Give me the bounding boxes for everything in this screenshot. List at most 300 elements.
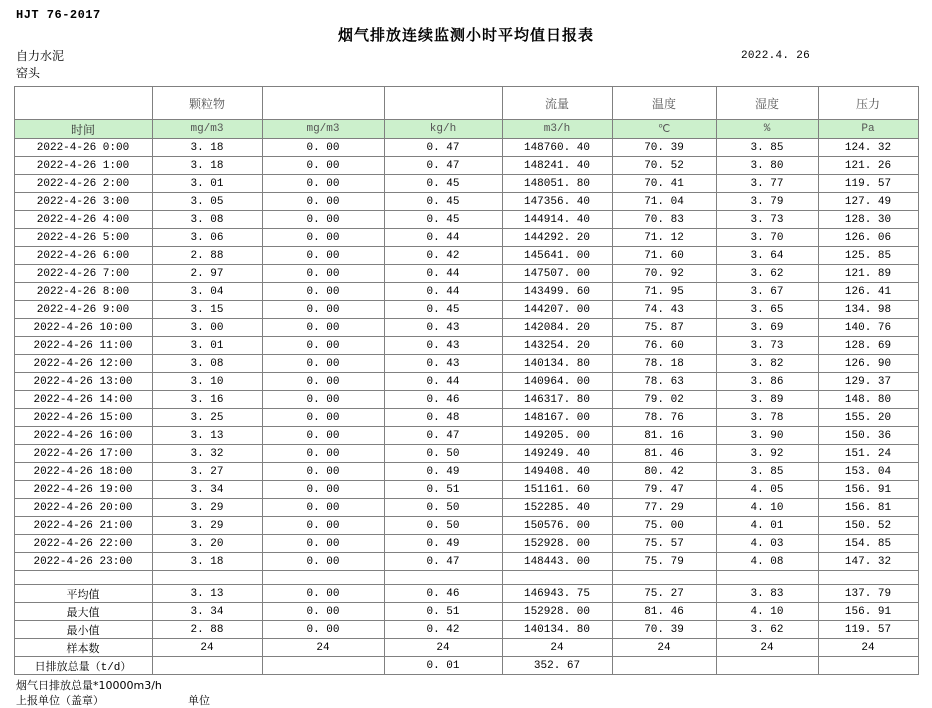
unit-cell-3: kg/h xyxy=(384,120,502,139)
summary-row-sample-count xyxy=(14,639,918,657)
table-row xyxy=(14,139,918,157)
header-cell-2 xyxy=(262,87,384,120)
cell-pressure: 121. 89 xyxy=(818,265,918,283)
cell-pm-conc2: 0. 00 xyxy=(262,247,384,265)
summary-label: 样本数 xyxy=(14,639,152,657)
table-row xyxy=(14,499,918,517)
cell-pm-conc: 3. 25 xyxy=(152,409,262,427)
cell-humidity: 3. 64 xyxy=(716,247,818,265)
cell-humidity: 3. 65 xyxy=(716,301,818,319)
cell-flow: 143254. 20 xyxy=(502,337,612,355)
summary-pm-rate: 0. 51 xyxy=(384,603,502,621)
cell-flow: 149408. 40 xyxy=(502,463,612,481)
spacer-cell xyxy=(502,571,612,585)
cell-pm-rate: 0. 43 xyxy=(384,355,502,373)
cell-time: 2022-4-26 9:00 xyxy=(14,301,152,319)
company-name: 自力水泥 xyxy=(16,49,65,63)
unit-cell-1: mg/m3 xyxy=(152,120,262,139)
cell-pm-conc2: 0. 00 xyxy=(262,535,384,553)
cell-time: 2022-4-26 0:00 xyxy=(14,139,152,157)
table-row xyxy=(14,391,918,409)
footer-note-total: 烟气日排放总量*10000m3/h xyxy=(16,679,162,692)
cell-pm-conc2: 0. 00 xyxy=(262,355,384,373)
cell-pm-rate: 0. 48 xyxy=(384,409,502,427)
cell-pm-conc: 3. 08 xyxy=(152,211,262,229)
cell-pm-rate: 0. 47 xyxy=(384,553,502,571)
cell-pm-conc: 3. 32 xyxy=(152,445,262,463)
cell-pressure: 140. 76 xyxy=(818,319,918,337)
cell-pressure: 156. 81 xyxy=(818,499,918,517)
summary-humidity xyxy=(716,657,818,675)
cell-humidity: 3. 82 xyxy=(716,355,818,373)
cell-pressure: 148. 80 xyxy=(818,391,918,409)
cell-temp: 70. 92 xyxy=(612,265,716,283)
cell-pm-conc2: 0. 00 xyxy=(262,175,384,193)
cell-pm-conc: 3. 16 xyxy=(152,391,262,409)
cell-time: 2022-4-26 11:00 xyxy=(14,337,152,355)
cell-pm-rate: 0. 45 xyxy=(384,211,502,229)
standard-code: HJT 76-2017 xyxy=(16,8,101,22)
unit-cell-5: ℃ xyxy=(612,120,716,139)
summary-pm-conc xyxy=(152,657,262,675)
summary-pressure: 137. 79 xyxy=(818,585,918,603)
cell-pm-conc2: 0. 00 xyxy=(262,463,384,481)
summary-pm-conc2: 24 xyxy=(262,639,384,657)
table-row xyxy=(14,409,918,427)
cell-temp: 78. 18 xyxy=(612,355,716,373)
cell-pressure: 147. 32 xyxy=(818,553,918,571)
cell-pm-conc: 2. 88 xyxy=(152,247,262,265)
cell-temp: 75. 79 xyxy=(612,553,716,571)
cell-time: 2022-4-26 13:00 xyxy=(14,373,152,391)
cell-pm-conc2: 0. 00 xyxy=(262,211,384,229)
header-cell-4: 流量 xyxy=(502,87,612,120)
summary-pm-rate: 0. 42 xyxy=(384,621,502,639)
cell-temp: 75. 87 xyxy=(612,319,716,337)
cell-humidity: 3. 70 xyxy=(716,229,818,247)
table-row xyxy=(14,193,918,211)
summary-row-daily-total xyxy=(14,657,918,675)
cell-time: 2022-4-26 2:00 xyxy=(14,175,152,193)
table-row xyxy=(14,319,918,337)
unit-cell-time: 时间 xyxy=(14,120,152,139)
cell-flow: 148051. 80 xyxy=(502,175,612,193)
table-row xyxy=(14,535,918,553)
cell-time: 2022-4-26 4:00 xyxy=(14,211,152,229)
cell-pressure: 134. 98 xyxy=(818,301,918,319)
summary-pressure: 24 xyxy=(818,639,918,657)
summary-flow: 24 xyxy=(502,639,612,657)
cell-humidity: 3. 86 xyxy=(716,373,818,391)
cell-time: 2022-4-26 16:00 xyxy=(14,427,152,445)
table-row xyxy=(14,427,918,445)
cell-temp: 79. 02 xyxy=(612,391,716,409)
cell-pm-conc: 3. 27 xyxy=(152,463,262,481)
cell-humidity: 3. 85 xyxy=(716,463,818,481)
cell-humidity: 3. 62 xyxy=(716,265,818,283)
cell-pm-rate: 0. 51 xyxy=(384,481,502,499)
table-row xyxy=(14,553,918,571)
cell-humidity: 3. 79 xyxy=(716,193,818,211)
cell-pm-conc2: 0. 00 xyxy=(262,481,384,499)
cell-pm-conc2: 0. 00 xyxy=(262,283,384,301)
report-date: 2022.4. 26 xyxy=(740,50,810,62)
summary-pressure xyxy=(818,657,918,675)
header-cell-3 xyxy=(384,87,502,120)
cell-flow: 148241. 40 xyxy=(502,157,612,175)
cell-temp: 71. 04 xyxy=(612,193,716,211)
cell-pressure: 151. 24 xyxy=(818,445,918,463)
summary-label: 平均值 xyxy=(14,585,152,603)
cell-humidity: 4. 05 xyxy=(716,481,818,499)
cell-pm-rate: 0. 45 xyxy=(384,193,502,211)
summary-pm-conc: 2. 88 xyxy=(152,621,262,639)
cell-pm-conc2: 0. 00 xyxy=(262,391,384,409)
summary-flow: 140134. 80 xyxy=(502,621,612,639)
summary-flow: 146943. 75 xyxy=(502,585,612,603)
header-cell-0 xyxy=(14,87,152,120)
summary-temp xyxy=(612,657,716,675)
summary-temp: 81. 46 xyxy=(612,603,716,621)
spacer-cell xyxy=(818,571,918,585)
cell-time: 2022-4-26 23:00 xyxy=(14,553,152,571)
cell-pm-conc2: 0. 00 xyxy=(262,445,384,463)
cell-pm-conc: 3. 06 xyxy=(152,229,262,247)
cell-pm-conc: 3. 00 xyxy=(152,319,262,337)
cell-pm-rate: 0. 43 xyxy=(384,337,502,355)
summary-temp: 70. 39 xyxy=(612,621,716,639)
summary-temp: 75. 27 xyxy=(612,585,716,603)
summary-pm-rate: 0. 46 xyxy=(384,585,502,603)
cell-pressure: 129. 37 xyxy=(818,373,918,391)
cell-flow: 151161. 60 xyxy=(502,481,612,499)
summary-pm-rate: 0. 01 xyxy=(384,657,502,675)
table-row xyxy=(14,301,918,319)
cell-temp: 75. 00 xyxy=(612,517,716,535)
cell-temp: 79. 47 xyxy=(612,481,716,499)
table-row xyxy=(14,157,918,175)
cell-pressure: 121. 26 xyxy=(818,157,918,175)
cell-pressure: 156. 91 xyxy=(818,481,918,499)
meta-row xyxy=(12,48,920,86)
cell-temp: 75. 57 xyxy=(612,535,716,553)
cell-pm-conc: 3. 08 xyxy=(152,355,262,373)
summary-pm-conc: 3. 13 xyxy=(152,585,262,603)
cell-flow: 150576. 00 xyxy=(502,517,612,535)
unit-cell-2: mg/m3 xyxy=(262,120,384,139)
summary-pressure: 119. 57 xyxy=(818,621,918,639)
summary-row-min xyxy=(14,621,918,639)
cell-time: 2022-4-26 10:00 xyxy=(14,319,152,337)
summary-pm-conc2 xyxy=(262,657,384,675)
table-row xyxy=(14,355,918,373)
cell-humidity: 4. 08 xyxy=(716,553,818,571)
cell-pm-conc: 3. 01 xyxy=(152,337,262,355)
summary-row-average xyxy=(14,585,918,603)
summary-temp: 24 xyxy=(612,639,716,657)
unit-cell-4: m3/h xyxy=(502,120,612,139)
cell-pm-conc: 3. 34 xyxy=(152,481,262,499)
cell-pm-conc: 3. 13 xyxy=(152,427,262,445)
table-header-row xyxy=(14,87,918,120)
summary-pm-conc: 24 xyxy=(152,639,262,657)
cell-pm-conc: 3. 10 xyxy=(152,373,262,391)
cell-flow: 140964. 00 xyxy=(502,373,612,391)
spacer-cell xyxy=(152,571,262,585)
spacer-cell xyxy=(262,571,384,585)
cell-pm-conc: 3. 01 xyxy=(152,175,262,193)
cell-pm-rate: 0. 42 xyxy=(384,247,502,265)
cell-time: 2022-4-26 5:00 xyxy=(14,229,152,247)
cell-humidity: 3. 77 xyxy=(716,175,818,193)
cell-humidity: 3. 80 xyxy=(716,157,818,175)
table-row xyxy=(14,265,918,283)
summary-flow: 352. 67 xyxy=(502,657,612,675)
cell-pm-rate: 0. 47 xyxy=(384,139,502,157)
table-row xyxy=(14,481,918,499)
cell-pressure: 153. 04 xyxy=(818,463,918,481)
cell-temp: 70. 52 xyxy=(612,157,716,175)
cell-flow: 148760. 40 xyxy=(502,139,612,157)
table-unit-row xyxy=(14,120,918,139)
cell-pm-rate: 0. 43 xyxy=(384,319,502,337)
cell-time: 2022-4-26 14:00 xyxy=(14,391,152,409)
cell-pressure: 125. 85 xyxy=(818,247,918,265)
cell-temp: 70. 41 xyxy=(612,175,716,193)
header-cell-1: 颗粒物 xyxy=(152,87,262,120)
cell-time: 2022-4-26 8:00 xyxy=(14,283,152,301)
cell-humidity: 3. 73 xyxy=(716,211,818,229)
cell-flow: 148167. 00 xyxy=(502,409,612,427)
cell-pm-rate: 0. 47 xyxy=(384,427,502,445)
cell-temp: 80. 42 xyxy=(612,463,716,481)
cell-pressure: 150. 52 xyxy=(818,517,918,535)
cell-pm-rate: 0. 44 xyxy=(384,265,502,283)
cell-pm-rate: 0. 49 xyxy=(384,463,502,481)
table-row xyxy=(14,175,918,193)
cell-humidity: 4. 03 xyxy=(716,535,818,553)
cell-pm-conc2: 0. 00 xyxy=(262,373,384,391)
cell-flow: 142084. 20 xyxy=(502,319,612,337)
cell-pressure: 150. 36 xyxy=(818,427,918,445)
cell-pm-conc2: 0. 00 xyxy=(262,517,384,535)
cell-pm-rate: 0. 45 xyxy=(384,301,502,319)
kiln-location: 窑头 xyxy=(16,66,41,80)
cell-pm-conc2: 0. 00 xyxy=(262,319,384,337)
cell-pm-rate: 0. 44 xyxy=(384,373,502,391)
cell-time: 2022-4-26 17:00 xyxy=(14,445,152,463)
cell-humidity: 3. 92 xyxy=(716,445,818,463)
spacer-cell xyxy=(14,571,152,585)
cell-temp: 71. 60 xyxy=(612,247,716,265)
summary-flow: 152928. 00 xyxy=(502,603,612,621)
cell-pm-conc: 3. 29 xyxy=(152,517,262,535)
cell-pm-rate: 0. 50 xyxy=(384,445,502,463)
table-row xyxy=(14,517,918,535)
cell-pm-rate: 0. 49 xyxy=(384,535,502,553)
summary-row-max xyxy=(14,603,918,621)
cell-pm-rate: 0. 44 xyxy=(384,229,502,247)
cell-pm-rate: 0. 45 xyxy=(384,175,502,193)
summary-humidity: 24 xyxy=(716,639,818,657)
cell-pressure: 155. 20 xyxy=(818,409,918,427)
summary-pm-conc: 3. 34 xyxy=(152,603,262,621)
cell-pm-rate: 0. 50 xyxy=(384,499,502,517)
header-cell-7: 压力 xyxy=(818,87,918,120)
summary-pm-conc2: 0. 00 xyxy=(262,603,384,621)
cell-pm-conc2: 0. 00 xyxy=(262,139,384,157)
cell-flow: 149249. 40 xyxy=(502,445,612,463)
cell-pm-rate: 0. 47 xyxy=(384,157,502,175)
header-cell-5: 温度 xyxy=(612,87,716,120)
cell-pm-conc2: 0. 00 xyxy=(262,337,384,355)
cell-pm-rate: 0. 50 xyxy=(384,517,502,535)
cell-humidity: 3. 90 xyxy=(716,427,818,445)
cell-pm-conc: 3. 05 xyxy=(152,193,262,211)
cell-temp: 71. 95 xyxy=(612,283,716,301)
cell-pressure: 119. 57 xyxy=(818,175,918,193)
cell-flow: 144914. 40 xyxy=(502,211,612,229)
cell-pm-conc: 3. 15 xyxy=(152,301,262,319)
cell-humidity: 3. 69 xyxy=(716,319,818,337)
cell-humidity: 4. 10 xyxy=(716,499,818,517)
cell-humidity: 4. 01 xyxy=(716,517,818,535)
spacer-cell xyxy=(384,571,502,585)
cell-pm-conc2: 0. 00 xyxy=(262,265,384,283)
cell-flow: 149205. 00 xyxy=(502,427,612,445)
cell-temp: 81. 16 xyxy=(612,427,716,445)
summary-pm-conc2: 0. 00 xyxy=(262,621,384,639)
cell-humidity: 3. 73 xyxy=(716,337,818,355)
cell-pm-conc2: 0. 00 xyxy=(262,229,384,247)
cell-pm-conc2: 0. 00 xyxy=(262,193,384,211)
cell-flow: 147356. 40 xyxy=(502,193,612,211)
summary-label: 最大值 xyxy=(14,603,152,621)
footer-unit-label: 单位 xyxy=(188,694,210,707)
summary-pressure: 156. 91 xyxy=(818,603,918,621)
cell-temp: 71. 12 xyxy=(612,229,716,247)
cell-pressure: 126. 90 xyxy=(818,355,918,373)
cell-pm-conc: 3. 18 xyxy=(152,157,262,175)
table-row xyxy=(14,247,918,265)
cell-time: 2022-4-26 19:00 xyxy=(14,481,152,499)
cell-flow: 145641. 00 xyxy=(502,247,612,265)
footer-reporting-unit-label: 上报单位（盖章） xyxy=(16,694,104,707)
cell-flow: 152285. 40 xyxy=(502,499,612,517)
table-row xyxy=(14,445,918,463)
cell-flow: 148443. 00 xyxy=(502,553,612,571)
unit-cell-7: Pa xyxy=(818,120,918,139)
cell-pressure: 154. 85 xyxy=(818,535,918,553)
cell-pm-rate: 0. 46 xyxy=(384,391,502,409)
cell-flow: 144292. 20 xyxy=(502,229,612,247)
cell-flow: 143499. 60 xyxy=(502,283,612,301)
summary-humidity: 4. 10 xyxy=(716,603,818,621)
emission-table xyxy=(14,86,919,675)
cell-pm-conc2: 0. 00 xyxy=(262,301,384,319)
spacer-cell xyxy=(612,571,716,585)
table-row xyxy=(14,373,918,391)
cell-pm-rate: 0. 44 xyxy=(384,283,502,301)
cell-pm-conc2: 0. 00 xyxy=(262,157,384,175)
table-row xyxy=(14,337,918,355)
cell-pm-conc2: 0. 00 xyxy=(262,553,384,571)
spacer-row xyxy=(14,571,918,585)
cell-flow: 144207. 00 xyxy=(502,301,612,319)
summary-pm-conc2: 0. 00 xyxy=(262,585,384,603)
table-row xyxy=(14,283,918,301)
cell-temp: 76. 60 xyxy=(612,337,716,355)
cell-temp: 70. 83 xyxy=(612,211,716,229)
cell-time: 2022-4-26 12:00 xyxy=(14,355,152,373)
cell-time: 2022-4-26 1:00 xyxy=(14,157,152,175)
table-row xyxy=(14,211,918,229)
cell-pressure: 127. 49 xyxy=(818,193,918,211)
cell-time: 2022-4-26 3:00 xyxy=(14,193,152,211)
cell-flow: 146317. 80 xyxy=(502,391,612,409)
cell-time: 2022-4-26 7:00 xyxy=(14,265,152,283)
cell-pm-conc: 3. 29 xyxy=(152,499,262,517)
cell-temp: 78. 76 xyxy=(612,409,716,427)
summary-humidity: 3. 62 xyxy=(716,621,818,639)
cell-pressure: 124. 32 xyxy=(818,139,918,157)
cell-pm-conc: 3. 04 xyxy=(152,283,262,301)
unit-cell-6: % xyxy=(716,120,818,139)
cell-humidity: 3. 78 xyxy=(716,409,818,427)
cell-pm-conc2: 0. 00 xyxy=(262,427,384,445)
cell-pm-conc: 3. 20 xyxy=(152,535,262,553)
cell-pm-conc: 3. 18 xyxy=(152,553,262,571)
title-row xyxy=(12,22,920,48)
cell-humidity: 3. 85 xyxy=(716,139,818,157)
cell-pm-conc2: 0. 00 xyxy=(262,409,384,427)
cell-pm-conc: 2. 97 xyxy=(152,265,262,283)
cell-time: 2022-4-26 15:00 xyxy=(14,409,152,427)
cell-temp: 81. 46 xyxy=(612,445,716,463)
cell-temp: 70. 39 xyxy=(612,139,716,157)
page-title: 烟气排放连续监测小时平均值日报表 xyxy=(337,26,594,44)
table-row xyxy=(14,463,918,481)
summary-label: 最小值 xyxy=(14,621,152,639)
cell-pm-conc2: 0. 00 xyxy=(262,499,384,517)
summary-label: 日排放总量（t/d） xyxy=(14,657,152,675)
cell-temp: 78. 63 xyxy=(612,373,716,391)
cell-pressure: 128. 69 xyxy=(818,337,918,355)
cell-pressure: 128. 30 xyxy=(818,211,918,229)
cell-flow: 147507. 00 xyxy=(502,265,612,283)
header-cell-6: 湿度 xyxy=(716,87,818,120)
cell-pressure: 126. 06 xyxy=(818,229,918,247)
spacer-cell xyxy=(716,571,818,585)
cell-humidity: 3. 67 xyxy=(716,283,818,301)
table-row xyxy=(14,229,918,247)
cell-time: 2022-4-26 20:00 xyxy=(14,499,152,517)
cell-time: 2022-4-26 18:00 xyxy=(14,463,152,481)
cell-pressure: 126. 41 xyxy=(818,283,918,301)
summary-humidity: 3. 83 xyxy=(716,585,818,603)
cell-humidity: 3. 89 xyxy=(716,391,818,409)
cell-time: 2022-4-26 6:00 xyxy=(14,247,152,265)
summary-pm-rate: 24 xyxy=(384,639,502,657)
cell-pm-conc: 3. 18 xyxy=(152,139,262,157)
cell-flow: 140134. 80 xyxy=(502,355,612,373)
cell-time: 2022-4-26 22:00 xyxy=(14,535,152,553)
cell-temp: 77. 29 xyxy=(612,499,716,517)
footer-signature-line xyxy=(16,693,920,708)
cell-temp: 74. 43 xyxy=(612,301,716,319)
footer xyxy=(12,678,920,708)
cell-time: 2022-4-26 21:00 xyxy=(14,517,152,535)
